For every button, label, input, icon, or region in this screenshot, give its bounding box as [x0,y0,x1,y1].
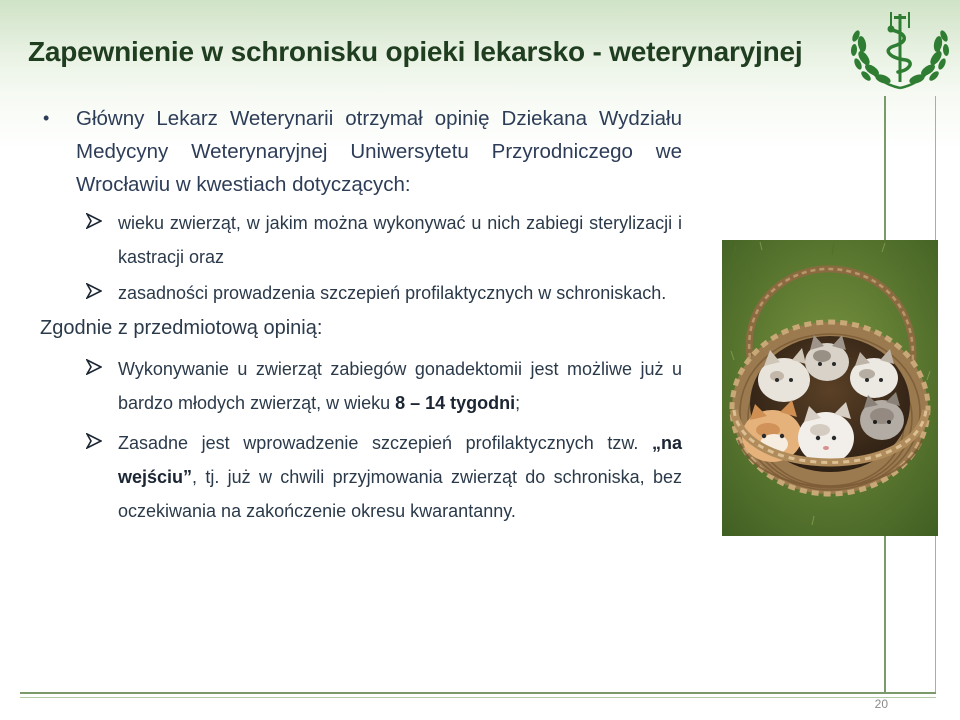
arrowhead-bullet-icon [86,359,102,375]
sub-bullet-gonadectomy [40,352,682,420]
slide-body [40,96,682,528]
decorative-frame-bottom [20,692,936,694]
arrowhead-bullet-icon [86,433,102,449]
gonadectomy-text-a: Wykonywanie u zwierząt zabiegów gonadektomii jest możliwe już u bardzo młodych zwierząt, w wieku [118,359,682,413]
entry-vaccination-text-b: , tj. już w chwili przyjmowania zwierząt do schroniska, bez oczekiwania na zakończenie okresu kwarantanny. [118,467,682,521]
bullet-main [40,102,682,201]
slide-title: Zapewnienie w schronisku opieki lekarsko - weterynaryjnej [28,36,803,67]
sub-bullet-age-text: wieku zwierząt, w jakim można wykonywać u nich zabiegi sterylizacji i kastracji oraz [118,213,682,267]
arrowhead-bullet-icon [86,213,102,229]
bullet-main-text: Główny Lekarz Weterynarii otrzymał opinię Dziekana Wydziału Medycyny Weterynaryjnej Uniwersytetu Przyrodniczego we Wrocławiu w kwestiach dotyczących: [76,107,682,196]
decorative-frame-bottom-thin [20,697,936,698]
arrowhead-bullet-icon [86,283,102,299]
round-bullet-icon: • [43,108,50,128]
entry-vaccination-text-a: Zasadne jest wprowadzenie szczepień profilaktycznych tzw. [118,433,652,453]
gonadectomy-text-b: ; [515,393,521,413]
kittens-in-basket-photo [722,240,938,536]
sub-bullet-entry-vaccination [40,426,682,528]
sub-bullet-vaccination [40,276,682,310]
entry-vaccination-emphasis: „na wejściu” [118,433,682,487]
gonadectomy-age-range: 8 – 14 tygodni [395,393,516,413]
sub-bullet-vaccination-text: zasadności prowadzenia szczepień profilaktycznych w schroniskach. [118,283,667,303]
page-number: 20 [874,697,888,711]
sub-bullet-age [40,206,682,274]
opinion-intro: Zgodnie z przedmiotową opinią: [40,317,323,339]
kittens-in-basket-icon [722,240,938,536]
veterinary-caduceus-logo-icon [850,6,950,92]
